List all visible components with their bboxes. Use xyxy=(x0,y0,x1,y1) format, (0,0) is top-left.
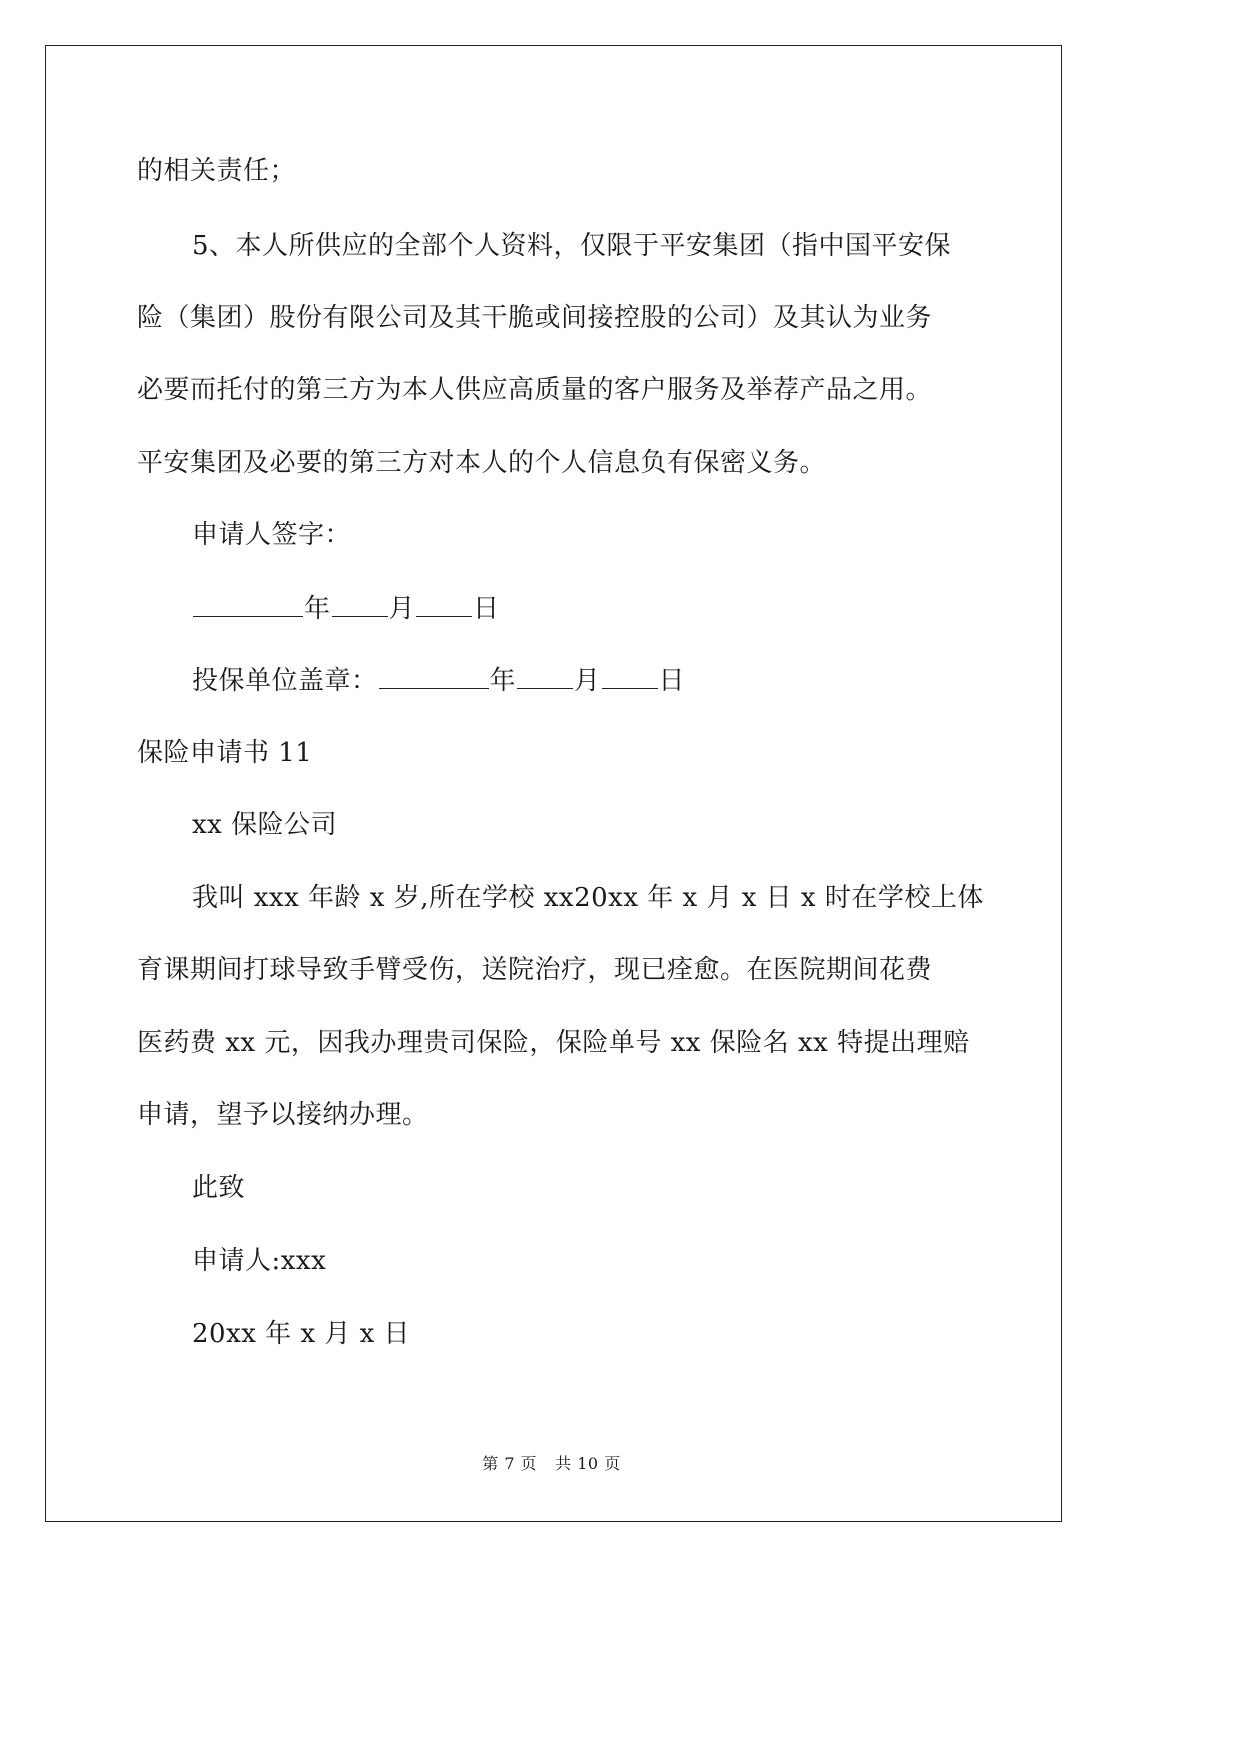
year-label: 年 xyxy=(489,666,517,696)
text-line: 医药费 xx 元，因我办理贵司保险，保险单号 xx 保险名 xx 特提出理赔 xyxy=(137,1028,970,1058)
seal-label: 投保单位盖章： xyxy=(192,666,378,696)
year-label: 年 xyxy=(304,594,331,624)
date-line xyxy=(192,590,500,627)
text-line: 5、本人所供应的全部个人资料，仅限于平安集团（指中国平安保 xyxy=(192,231,952,261)
day-label: 日 xyxy=(658,666,686,696)
page-footer xyxy=(0,1454,1103,1474)
month-blank xyxy=(332,590,388,617)
text-line: 育课期间打球导致手臂受伤，送院治疗，现已痊愈。在医院期间花费 xyxy=(137,955,933,985)
page-border xyxy=(45,45,1062,1522)
text-line: 险（集团）股份有限公司及其干脆或间接控股的公司）及其认为业务 xyxy=(137,303,933,333)
applicant-line: 申请人:xxx xyxy=(192,1246,327,1276)
month-blank xyxy=(517,662,573,689)
page-number: 第 7 页 xyxy=(482,1454,538,1473)
section-title: 保险申请书 11 xyxy=(137,738,313,768)
month-label: 月 xyxy=(574,666,601,696)
date-text: 20xx 年 x 月 x 日 xyxy=(192,1319,411,1349)
text-line: 申请，望予以接纳办理。 xyxy=(137,1100,429,1130)
day-label: 日 xyxy=(473,594,500,624)
text-line: 我叫 xxx 年龄 x 岁,所在学校 xx20xx 年 x 月 x 日 x 时在学校上体 xyxy=(192,883,984,913)
seal-line xyxy=(192,662,685,699)
closing: 此致 xyxy=(192,1173,246,1203)
day-blank xyxy=(602,662,658,689)
page-total: 共 10 页 xyxy=(555,1454,621,1473)
text-line: 的相关责任； xyxy=(137,156,297,186)
year-blank xyxy=(193,590,303,617)
signature-label: 申请人签字： xyxy=(192,520,352,550)
day-blank xyxy=(416,590,472,617)
recipient: xx 保险公司 xyxy=(192,810,338,840)
year-blank xyxy=(379,662,489,689)
text-line: 平安集团及必要的第三方对本人的个人信息负有保密义务。 xyxy=(137,448,827,478)
text-line: 必要而托付的第三方为本人供应高质量的客户服务及举荐产品之用。 xyxy=(137,375,933,405)
month-label: 月 xyxy=(388,594,416,624)
